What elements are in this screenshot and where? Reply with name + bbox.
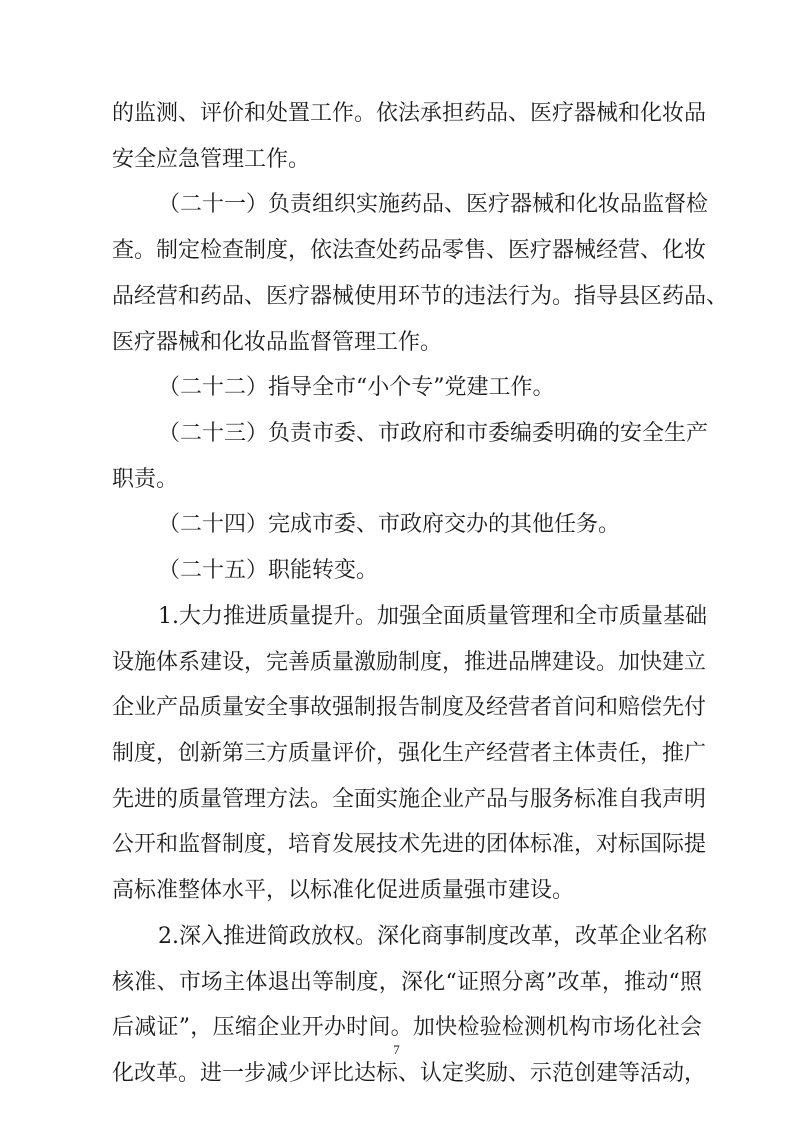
text-line: 1.大力推进质量提升。加强全面质量管理和全市质量基础 [158,604,707,629]
text-line: 2.深入推进简政放权。深化商事制度改革，改革企业名称 [158,924,707,949]
text-line: 职责。 [112,467,179,492]
text-line: （二十五）职能转变。 [158,558,379,583]
text-line: 查。制定检查制度，依法查处药品零售、医疗器械经营、化妆 [112,238,707,263]
text-line: 设施体系建设，完善质量激励制度，推进品牌建设。加快建立 [112,650,707,675]
text-line: 先进的质量管理方法。全面实施企业产品与服务标准自我声明 [112,787,707,812]
text-line: 安全应急管理工作。 [112,147,311,172]
text-line: 高标准整体水平，以标准化促进质量强市建设。 [112,878,575,903]
text-line: （二十一）负责组织实施药品、医疗器械和化妆品监督检 [158,192,709,217]
text-line: （二十三）负责市委、市政府和市委编委明确的安全生产 [158,421,709,446]
page-number: 7 [393,1042,400,1057]
text-line: 品经营和药品、医疗器械使用环节的违法行为。指导县区药品、 [112,284,729,309]
text-line: （二十二）指导全市“小个专”党建工作。 [158,375,555,400]
text-line: 的监测、评价和处置工作。依法承担药品、医疗器械和化妆品 [112,101,707,126]
text-line: 企业产品质量安全事故强制报告制度及经营者首问和赔偿先付 [112,695,707,720]
text-line: （二十四）完成市委、市政府交办的其他任务。 [158,512,621,537]
text-line: 后减证”，压缩企业开办时间。加快检验检测机构市场化社会 [112,1015,702,1040]
text-line: 公开和监督制度，培育发展技术先进的团体标准，对标国际提 [112,832,707,857]
text-line: 医疗器械和化妆品监督管理工作。 [112,330,443,355]
text-line: 制度，创新第三方质量评价，强化生产经营者主体责任，推广 [112,741,707,766]
text-line: 化改革。进一步减少评比达标、认定奖励、示范创建等活动， [112,1061,707,1086]
text-line: 核准、市场主体退出等制度，深化“证照分离”改革，推动“照 [112,970,702,995]
